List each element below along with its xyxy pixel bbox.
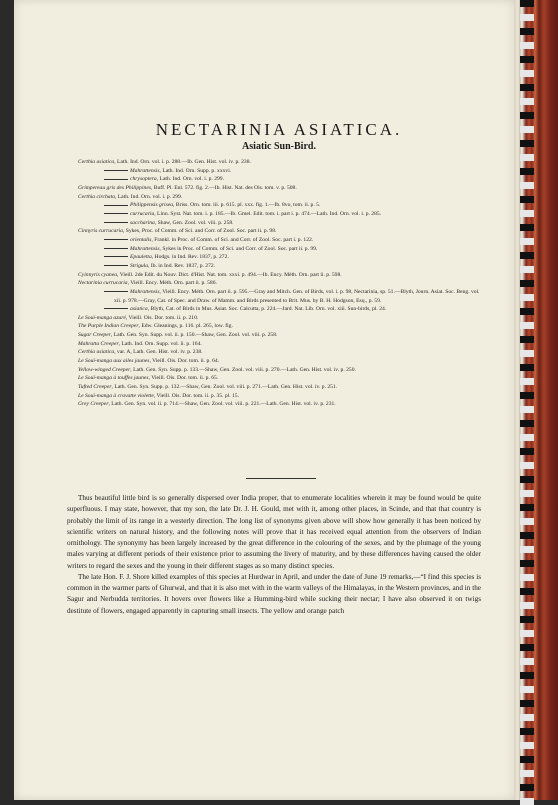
synonym-name: Certhia circhata bbox=[78, 193, 115, 200]
synonym-entry bbox=[78, 331, 480, 340]
ruler-tick bbox=[520, 28, 534, 35]
synonym-name: Grey Creeper bbox=[78, 401, 109, 408]
synonym-name: chrysoptera bbox=[130, 176, 157, 183]
synonym-entry bbox=[78, 322, 480, 331]
ruler-tick bbox=[520, 406, 534, 413]
synonym-reference: , Lath. Gen. Syn. Supp. p. 133.—Shaw, Gen. Zool. vol. viii. p. 270.—Lath. Gen. Hist. vol. iv. p. 250. bbox=[130, 366, 356, 373]
synonym-reference: , Vieill. Ois. Dor. tom. ii. p. 64. bbox=[149, 358, 220, 365]
section-divider bbox=[246, 478, 316, 479]
ditto-dash bbox=[104, 248, 128, 249]
synonym-entry bbox=[78, 400, 480, 409]
ditto-dash bbox=[104, 222, 128, 223]
synonym-name: Certhia asiatica bbox=[78, 159, 115, 165]
synonym-entry bbox=[78, 357, 480, 366]
synonym-entry bbox=[78, 262, 480, 271]
ruler-tick bbox=[520, 210, 534, 217]
ditto-dash bbox=[104, 179, 128, 180]
ruler-tick bbox=[520, 238, 534, 245]
ruler-tick bbox=[520, 630, 534, 637]
synonym-reference: , Vieill. 2de Edit. du Nouv. Dict. d'Hist. Nat. tom. xxxi. p. 494.—Ib. Ency. Méth. Orn. part ii. p. 598. bbox=[117, 271, 342, 278]
synonym-name: Mahrattensis bbox=[130, 167, 160, 174]
synonym-name: Yellow-winged Creeper bbox=[78, 366, 131, 373]
ruler-tick bbox=[520, 294, 534, 301]
synonym-entry bbox=[78, 271, 480, 280]
synonym-reference: , Shaw, Gen. Zool. vol. viii. p. 258. bbox=[154, 219, 234, 226]
ditto-dash bbox=[104, 170, 128, 171]
ditto-dash bbox=[104, 265, 128, 266]
ruler-tick bbox=[520, 98, 534, 105]
ruler-tick bbox=[520, 784, 534, 791]
ruler-tick bbox=[520, 350, 534, 357]
synonym-entry bbox=[78, 236, 480, 245]
synonym-reference: , Vieill. Ois. Dor. tom. ii. p. 65. bbox=[148, 375, 219, 382]
ruler-tick bbox=[520, 308, 534, 315]
ruler-tick bbox=[520, 42, 534, 49]
ruler-tick bbox=[520, 0, 534, 7]
ruler-tick bbox=[520, 224, 534, 231]
ruler-tick bbox=[520, 798, 534, 805]
synonym-entry bbox=[78, 279, 480, 288]
synonym-reference: , Lath. Ind. Orn. vol. i. p. 299. bbox=[156, 176, 225, 183]
synonym-entry bbox=[78, 245, 480, 254]
ruler-tick bbox=[520, 462, 534, 469]
ruler-tick bbox=[520, 322, 534, 329]
synonym-entry bbox=[78, 253, 480, 262]
synonym-name: orientalis bbox=[130, 236, 152, 243]
synonym-name: The Purple Indian Creeper bbox=[78, 323, 139, 330]
synonym-entry bbox=[78, 348, 480, 357]
page-subtitle: Asiatic Sun-Bird. bbox=[242, 141, 316, 152]
ruler-tick bbox=[520, 490, 534, 497]
ruler-tick bbox=[520, 700, 534, 707]
paragraph: Thus beautiful little bird is so generally dispersed over India proper, that to enumerate localities wherein it may be found would be quite superfluous. I may state, however, that my son, the late Dr. J. H. Gould, met with it, among other places, in Scinde, and that that country is probably the limit of its range in a westerly direction. The long list of synonyms given above will show how generally it has been noticed by scientific writers on natural history, and the following notes will prove that it has received equal attention from the observers of Indian ornithology. The synonymy has been largely increased by the great difference in the colouring of the sexes, and by the plumage of the young males varying at different periods of their existence prior to assuming the livery of maturity, and by these differences having caused the older writers to regard the sexes and the young in their different stages as so many distinct species. bbox=[67, 494, 481, 570]
synonym-entry bbox=[78, 392, 480, 401]
synonym-entry bbox=[78, 210, 480, 219]
ruler-tick bbox=[520, 56, 534, 63]
synonym-reference: , Edw. Gleanings, p. 116. pl. 265, low. fig. bbox=[138, 323, 233, 330]
synonym-reference: , Lath. Gen. Syn. Supp. vol. ii. p. 150.—Shaw, Gen. Zool. vol. viii. p. 258. bbox=[110, 332, 278, 339]
ruler-tick bbox=[520, 742, 534, 749]
ruler-tick bbox=[520, 644, 534, 651]
synonym-name: Le Souï-manga à touffes jaunes bbox=[78, 375, 149, 382]
ruler-tick bbox=[520, 518, 534, 525]
synonym-name: Strigula bbox=[130, 262, 149, 269]
synonym-entry bbox=[78, 201, 480, 210]
ditto-dash bbox=[104, 213, 128, 214]
ruler-tick bbox=[520, 196, 534, 203]
synonym-reference: , Blyth, Cat. of Birds in Mus. Asiat. Soc. Calcutta, p. 224.—Jard. Nat. Lib. Orn. vol. xiii. Sun-birds, pl. 24. bbox=[147, 306, 387, 313]
ruler-tick bbox=[520, 532, 534, 539]
ruler-tick bbox=[520, 728, 534, 735]
synonym-reference: , Vieill. Ois. Dor. tom. ii. p. 35. pl. 15. bbox=[153, 392, 239, 399]
synonym-name: Le Souï-manga aux ailes jaunes bbox=[78, 358, 150, 365]
synonym-name: Cyinnyris cyanea bbox=[78, 271, 117, 278]
ruler-tick bbox=[520, 182, 534, 189]
synonym-name: Mahrattensis bbox=[130, 245, 160, 252]
ruler-tick bbox=[520, 336, 534, 343]
ruler-tick bbox=[520, 588, 534, 595]
synonym-name: Epauletta bbox=[130, 254, 152, 261]
ruler-tick bbox=[520, 364, 534, 371]
ruler-tick bbox=[520, 616, 534, 623]
paragraph: The late Hon. F. J. Shore killed examples of this species at Hurdwar in April, and under the date of June 19 remarks,—“I find this species is common in the warmer parts of Ghurwal, and that it is also met with in the warm valleys of the Himalayas, in the Western provinces, and in the Sagur and Nerbudda territories. It hovers over flowers like a Humming-bird while sucking their nectar; I have also observed it on twigs destitute of flowers, engaged apparently in capturing small insects. The yellow and orange patch bbox=[67, 572, 481, 615]
ruler-tick bbox=[520, 14, 534, 21]
synonym-name: Le Souï-manga azuré bbox=[78, 314, 126, 321]
synonym-entry bbox=[78, 374, 480, 383]
ruler-tick bbox=[520, 378, 534, 385]
synonym-reference: , var. A, Lath. Gen. Hist. vol. iv. p. 238. bbox=[114, 349, 203, 356]
synonymy-list bbox=[78, 158, 480, 409]
synonym-reference: , Buff. Pl. Enl. 572. fig. 2.—Ib. Hist. Nat. des Ois. tom. v. p. 508. bbox=[150, 184, 297, 191]
synonym-name: Cinnyris currucaria bbox=[78, 228, 123, 235]
synonym-name: Certhia asiatica bbox=[78, 349, 115, 356]
ruler-tick bbox=[520, 574, 534, 581]
ditto-dash bbox=[104, 239, 128, 240]
ditto-dash bbox=[104, 308, 128, 309]
synonym-name: Mahrattensis bbox=[130, 288, 160, 295]
synonym-reference: , Sykes in Proc. of Comm. of Sci. and Corr. of Zool. Soc. part ii. p. 99. bbox=[159, 245, 318, 252]
ditto-dash bbox=[104, 291, 128, 292]
synonym-reference: , Frankl. in Proc. of Comm. of Sci. and Corr. of Zool. Soc. part i. p. 122. bbox=[151, 236, 314, 243]
ruler-tick bbox=[520, 476, 534, 483]
synonym-reference: , Vieill. Ency. Méth. Orn. part ii. p. 595.—Gray and Mitch. Gen. of Birds, vol. i. p. 98, Nectarinia, sp. 51.—Blyth, Journ. Asiat. Soc. Beng. vol. xii. p. 978.—Gray, Cat. of Spec. and Draw. of Mamm. and Birds presented to Brit. Mus. by B. H. Hodgson, Esq., p. 59. bbox=[114, 288, 480, 304]
ruler-tick bbox=[520, 154, 534, 161]
ruler-tick bbox=[520, 70, 534, 77]
ruler-tick bbox=[520, 686, 534, 693]
ruler-tick bbox=[520, 252, 534, 259]
synonym-reference: , Lath. Ind. Orn. Supp. vol. ii. p. 164. bbox=[118, 340, 202, 347]
ruler-tick bbox=[520, 602, 534, 609]
synonym-entry bbox=[78, 366, 480, 375]
ditto-dash bbox=[104, 205, 128, 206]
ruler-tick bbox=[520, 392, 534, 399]
synonym-reference: , Hodgs. in Ind. Rev. 1837, p. 272. bbox=[151, 254, 229, 261]
ruler-tick bbox=[520, 434, 534, 441]
synonym-entry bbox=[78, 227, 480, 236]
synonym-entry bbox=[78, 158, 480, 167]
synonym-reference: , Linn. Syst. Nat. tom. i. p. 185.—Ib. Gmel. Edit. tom. i. part i. p. 474.—Lath. Ind. Orn. vol. i. p. 285. bbox=[154, 210, 382, 217]
synonym-reference: , Lath. Ind. Orn. vol. i. p. 288.—Ib. Gen. Hist. vol. iv. p. 238. bbox=[114, 159, 251, 165]
ruler-tick bbox=[520, 658, 534, 665]
synonym-name: currucaria bbox=[130, 210, 155, 217]
synonym-reference: , Sykes, Proc. of Comm. of Sci. and Corr. of Zool. Soc. part ii. p. 98. bbox=[122, 228, 277, 235]
synonym-entry bbox=[78, 219, 480, 228]
ruler-tick bbox=[520, 560, 534, 567]
synonym-name: asiatica bbox=[130, 306, 148, 313]
ditto-dash bbox=[104, 256, 128, 257]
synonym-entry bbox=[78, 175, 480, 184]
synonym-name: Tufted Creeper bbox=[78, 384, 112, 391]
synonym-reference: , Lath. Ind. Orn. Supp. p. xxxvi. bbox=[159, 167, 232, 174]
synonym-entry bbox=[78, 288, 480, 305]
synonym-reference: , Lath. Gen. Syn. Supp. p. 132.—Shaw, Gen. Zool. vol. viii. p. 271.—Lath. Gen. Hist. vol. iv. p. 251. bbox=[111, 384, 338, 391]
synonym-name: Sugar Creeper bbox=[78, 332, 111, 339]
ruler-tick bbox=[520, 672, 534, 679]
synonym-entry bbox=[78, 314, 480, 323]
synonym-name: Le Souï-manga à cravatte violette bbox=[78, 392, 154, 399]
ruler-tick bbox=[520, 420, 534, 427]
synonym-name: Grimpereau gris des Philippines bbox=[78, 184, 151, 191]
synonym-name: Nectarinia currucaria bbox=[78, 280, 128, 287]
synonym-reference: , Briss. Orn. tom. iii. p. 615. pl. xxx. fig. 1.—Ib. 8vo, tom. ii. p. 5. bbox=[173, 202, 321, 209]
synonym-name: Philippensis grisea bbox=[130, 202, 174, 209]
ruler-tick bbox=[520, 448, 534, 455]
synonym-name: Mahratta Creeper bbox=[78, 340, 119, 347]
synonym-reference: , Vieill. Ois. Dor. tom. ii. p. 210. bbox=[125, 314, 199, 321]
synonym-entry bbox=[78, 184, 480, 193]
synonym-entry bbox=[78, 167, 480, 176]
synonym-reference: , Vieill. Ency. Méth. Orn. part ii. p. 586. bbox=[127, 280, 217, 287]
ruler-tick bbox=[520, 266, 534, 273]
page-title: NECTARINIA ASIATICA. bbox=[155, 120, 403, 139]
ruler-tick bbox=[520, 756, 534, 763]
body-text bbox=[67, 493, 481, 617]
ruler-tick bbox=[520, 714, 534, 721]
synonym-entry bbox=[78, 305, 480, 314]
synonym-entry bbox=[78, 340, 480, 349]
ruler-tick bbox=[520, 280, 534, 287]
synonym-reference: , Lath. Ind. Orn. vol. i. p. 299. bbox=[114, 193, 183, 200]
synonym-reference: , Ib. in Ind. Rev. 1837, p. 272. bbox=[148, 262, 216, 269]
synonym-name: saccharina bbox=[130, 219, 155, 226]
ruler-tick bbox=[520, 504, 534, 511]
synonym-entry bbox=[78, 193, 480, 202]
synonym-reference: , Lath. Gen. Syn. vol. ii. p. 714.—Shaw, Gen. Zool. vol. viii. p. 221.—Lath. Gen. Hist. vol. iv. p. 231. bbox=[108, 401, 336, 408]
ruler-tick bbox=[520, 112, 534, 119]
ruler-tick bbox=[520, 84, 534, 91]
ruler-tick bbox=[520, 546, 534, 553]
ruler-tick bbox=[520, 168, 534, 175]
ruler-tick bbox=[520, 770, 534, 777]
synonym-entry bbox=[78, 383, 480, 392]
